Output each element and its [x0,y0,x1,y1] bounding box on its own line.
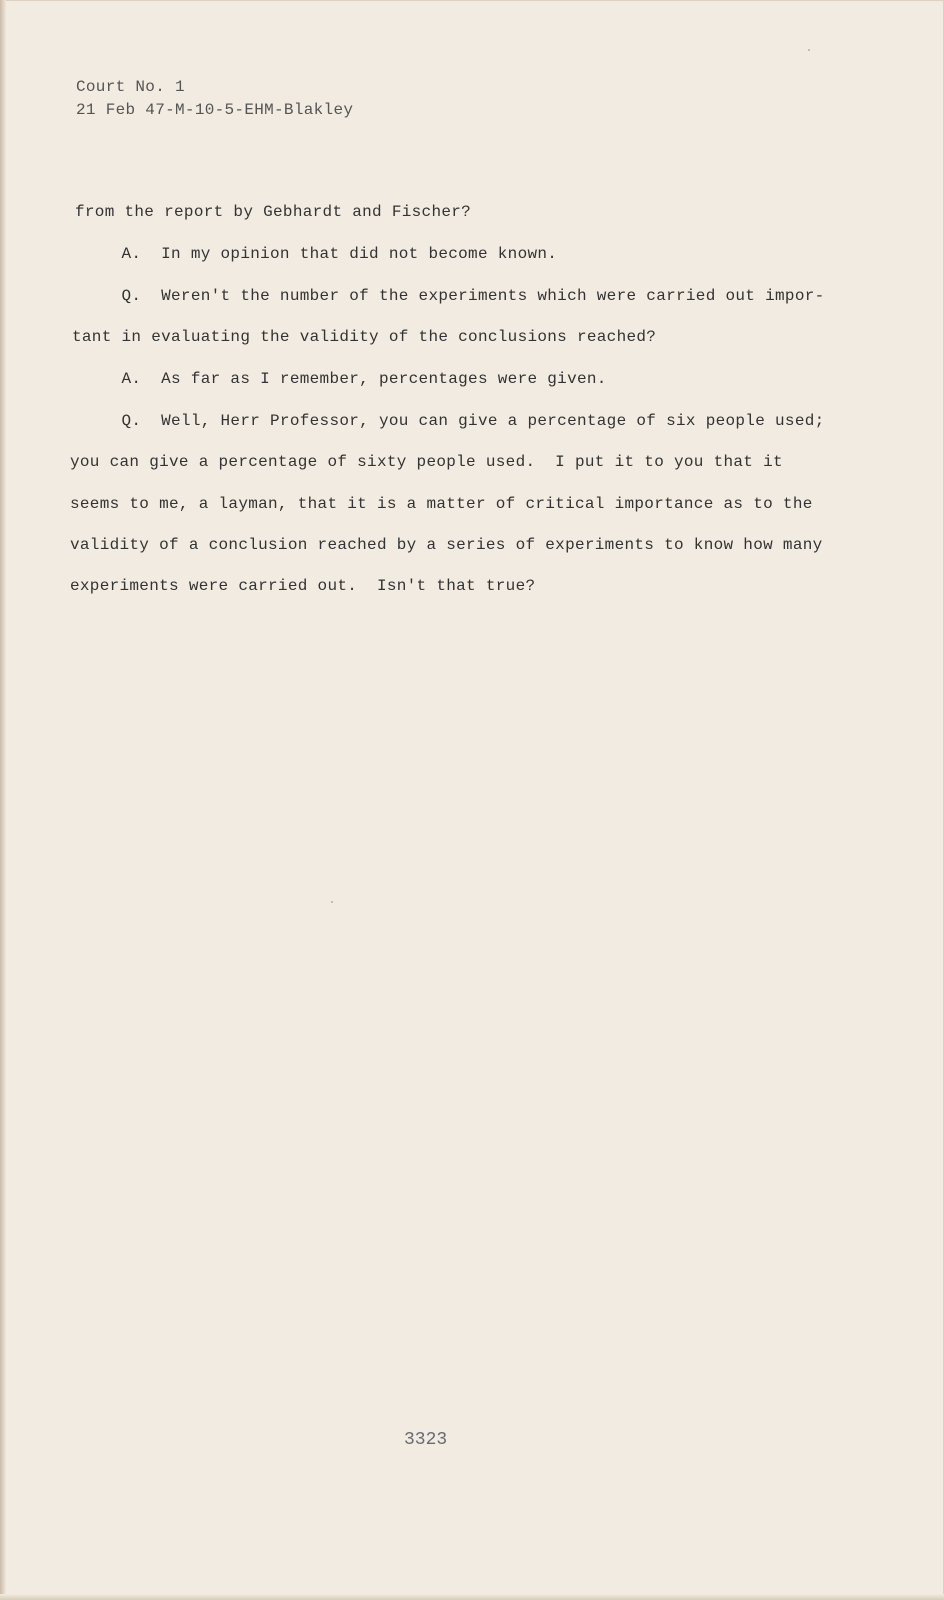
page-bottom-edge [0,1594,944,1600]
body-line-1: from the report by Gebhardt and Fischer? [75,203,472,221]
body-line-2: A. In my opinion that did not become known. [72,245,558,263]
body-line-9: validity of a conclusion reached by a series of experiments to know how many [70,536,823,554]
page-number: 3323 [404,1430,448,1450]
body-line-7: you can give a percentage of sixty people used. I put it to you that it [70,453,783,471]
paper-speck [331,901,333,903]
body-line-8: seems to me, a layman, that it is a matter of critical importance as to the [70,495,813,513]
header-court-number: Court No. 1 [76,78,185,96]
body-line-4: tant in evaluating the validity of the conclusions reached? [72,328,657,346]
body-line-3: Q. Weren't the number of the experiments which were carried out impor- [72,287,825,305]
body-line-10: experiments were carried out. Isn't that true? [70,577,536,595]
body-line-5: A. As far as I remember, percentages were given. [72,370,607,388]
paper-speck [808,49,810,51]
page-left-edge [0,0,6,1600]
body-line-6: Q. Well, Herr Professor, you can give a percentage of six people used; [72,412,825,430]
header-session-info: 21 Feb 47-M-10-5-EHM-Blakley [76,101,354,119]
